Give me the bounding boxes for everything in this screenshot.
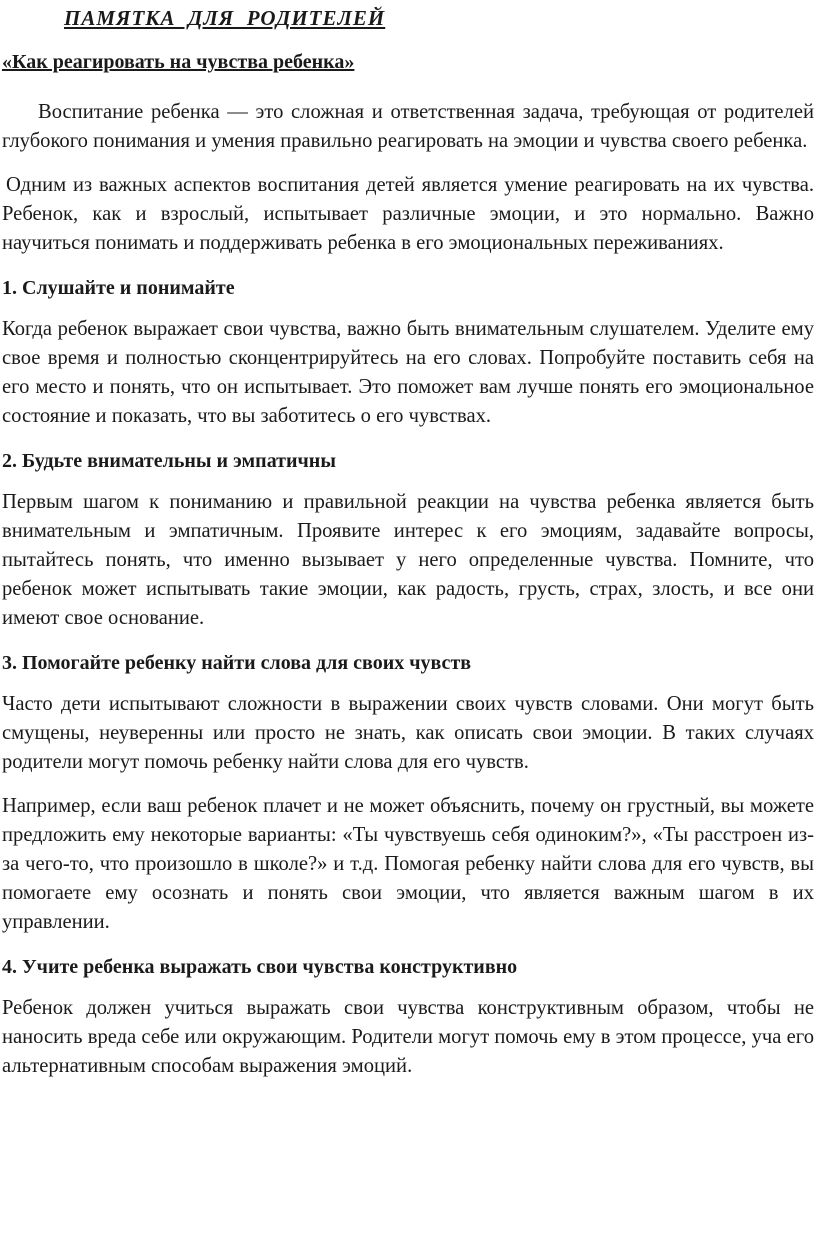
section-listen-understand: [2, 274, 814, 431]
section-attentive-empathic: [2, 447, 814, 633]
section-heading: 1. Слушайте и понимайте: [2, 277, 235, 299]
section-heading: 3. Помогайте ребенку найти слова для своих чувств: [2, 652, 472, 674]
intro-paragraph-1: Воспитание ребенка — это сложная и ответственная задача, требующая от родителей глубокого понимания и умения правильно реагировать на эмоции и чувства своего ребенка.: [2, 101, 814, 152]
document-subtitle: «Как реагировать на чувства ребенка»: [2, 51, 355, 73]
intro-paragraph-2: Одним из важных аспектов воспитания детей является умение реагировать на их чувства. Ребенок, как и взрослый, испытывает различные эмоции, и это нормально. Важно научиться понимать и поддерживать ребенка в его эмоциональных переживаниях.: [2, 174, 814, 254]
section-paragraph: Например, если ваш ребенок плачет и не может объяснить, почему он грустный, вы можете предложить ему некоторые варианты: «Ты чувствуешь себя одиноким?», «Ты расстроен из-за чего-то, что произошло в школе?» и т.д. Помогая ребенку найти слова для его чувств, вы помогаете ему осознать и понять свои эмоции, что является важным шагом в их управлении.: [2, 795, 814, 933]
section-paragraph: Первым шагом к пониманию и правильной реакции на чувства ребенка является быть внимательным и эмпатичным. Проявите интерес к его эмоциям, задавайте вопросы, пытайтесь понять, что именно вызывает у него определенные чувства. Помните, что ребенок может испытывать такие эмоции, как радость, грусть, страх, злость, и все они имеют свое основание.: [2, 491, 814, 629]
document-title: ПАМЯТКА ДЛЯ РОДИТЕЛЕЙ: [64, 6, 386, 30]
section-paragraph: Часто дети испытывают сложности в выражении своих чувств словами. Они могут быть смущены, неуверенны или просто не знать, как описать свои эмоции. В таких случаях родители могут помочь ребенку найти слова для его чувств.: [2, 693, 814, 773]
section-paragraph: Ребенок должен учиться выражать свои чувства конструктивным образом, чтобы не наносить вреда себе или окружающим. Родители могут помочь ему в этом процессе, уча его альтернативным способам выражения эмоций.: [2, 997, 814, 1077]
section-paragraph: Когда ребенок выражает свои чувства, важно быть внимательным слушателем. Уделите ему свое время и полностью сконцентрируйтесь на его словах. Попробуйте поставить себя на его место и понять, что он испытывает. Это поможет вам лучше понять его эмоциональное состояние и показать, что вы заботитесь о его чувствах.: [2, 318, 814, 427]
section-heading: 2. Будьте внимательны и эмпатичны: [2, 450, 336, 472]
section-express-constructively: [2, 953, 814, 1081]
section-heading: 4. Учите ребенка выражать свои чувства конструктивно: [2, 956, 518, 978]
section-find-words: [2, 649, 814, 937]
